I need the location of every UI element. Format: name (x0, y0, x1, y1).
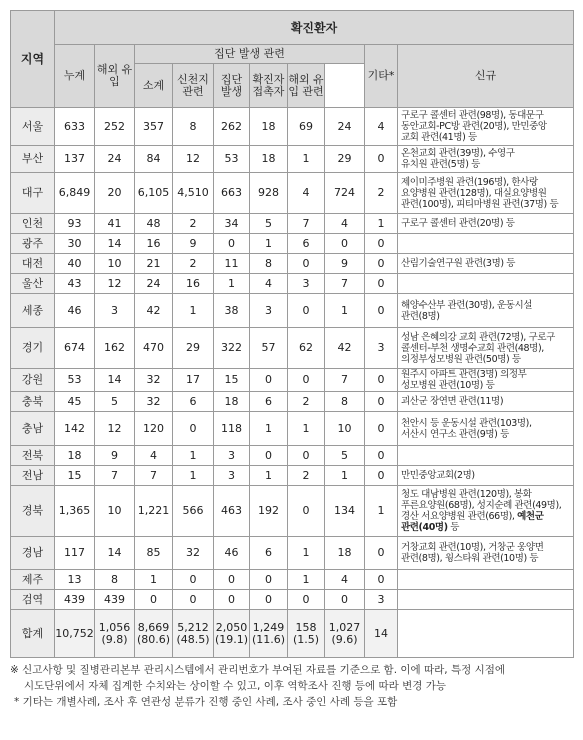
region-cell: 경북 (11, 486, 55, 537)
other-cell: 18 (325, 537, 365, 570)
total-cell: 45 (55, 392, 95, 412)
total-cell: 137 (55, 146, 95, 173)
shincheonji-cell: 0 (173, 590, 214, 610)
region-cell: 서울 (11, 108, 55, 146)
totals-group-cell (214, 610, 250, 658)
contact-cell: 3 (250, 294, 288, 328)
subtotal-cell: 120 (135, 412, 173, 446)
subtotal-cell: 4 (135, 446, 173, 466)
region-cell: 대구 (11, 173, 55, 214)
region-cell: 대전 (11, 254, 55, 274)
subtotal-cell: 1 (135, 570, 173, 590)
other-cell: 9 (325, 254, 365, 274)
table-row (11, 570, 574, 590)
cases-cell (398, 412, 574, 446)
totals-cluster-overseas-cell (288, 610, 325, 658)
region-cell: 전북 (11, 446, 55, 466)
cases-cell (398, 274, 574, 294)
overseas-cell: 14 (95, 369, 135, 392)
shincheonji-cell: 8 (173, 108, 214, 146)
header-other: 기타* (365, 45, 398, 108)
header-cluster: 집단 발생 관련 (135, 45, 365, 64)
case-line: 구로구 콜센터 관련(20명) 등 (401, 218, 515, 229)
case-line: 원주시 아파트 관련(3명) 의정부 (401, 369, 527, 380)
group-cell: 18 (214, 392, 250, 412)
contact-cell: 57 (250, 328, 288, 369)
table-body (11, 108, 574, 658)
case-line: 청도 대남병원 관련(120명), 봉화 (401, 489, 532, 500)
new-cell: 0 (365, 369, 398, 392)
group-cell: 0 (214, 570, 250, 590)
region-cell: 광주 (11, 234, 55, 254)
region-cell: 전남 (11, 466, 55, 486)
table-row (11, 446, 574, 466)
cluster-overseas-cell: 0 (288, 369, 325, 392)
cases-cell (398, 214, 574, 234)
cluster-overseas-cell: 0 (288, 446, 325, 466)
overseas-cell: 8 (95, 570, 135, 590)
case-line: 관련(100명), 피티마병원 관련(37명) 등 (401, 198, 559, 210)
case-line: 관련(40명) 등 (401, 522, 460, 533)
region-cell: 세종 (11, 294, 55, 328)
new-cell: 0 (365, 392, 398, 412)
table-row (11, 274, 574, 294)
region-cell: 검역 (11, 590, 55, 610)
totals-shincheonji-cell (173, 610, 214, 658)
new-cell: 0 (365, 537, 398, 570)
group-cell: 34 (214, 214, 250, 234)
group-cell: 322 (214, 328, 250, 369)
cases-cell (398, 369, 574, 392)
totals-value: 1,027 (328, 620, 361, 634)
other-cell: 1 (325, 294, 365, 328)
cases-cell (398, 294, 574, 328)
total-cell: 1,365 (55, 486, 95, 537)
case-line: 관련(8명) (401, 310, 440, 322)
cluster-overseas-cell: 0 (288, 590, 325, 610)
total-cell: 18 (55, 446, 95, 466)
case-line: 성모병원 관련(10명) 등 (401, 380, 495, 391)
cases-cell (398, 108, 574, 146)
new-cell: 0 (365, 234, 398, 254)
shincheonji-cell: 2 (173, 214, 214, 234)
subtotal-cell: 470 (135, 328, 173, 369)
shincheonji-cell: 0 (173, 412, 214, 446)
table-row (11, 590, 574, 610)
contact-cell: 928 (250, 173, 288, 214)
totals-region-cell: 합계 (11, 610, 55, 658)
shincheonji-cell: 0 (173, 570, 214, 590)
new-cell: 4 (365, 108, 398, 146)
new-cell: 0 (365, 274, 398, 294)
cluster-overseas-cell: 1 (288, 537, 325, 570)
contact-cell: 4 (250, 274, 288, 294)
cluster-overseas-cell: 3 (288, 274, 325, 294)
overseas-cell: 439 (95, 590, 135, 610)
table-row (11, 392, 574, 412)
totals-value: 5,212 (177, 620, 209, 634)
totals-overseas-cell (95, 610, 135, 658)
other-cell: 42 (325, 328, 365, 369)
new-cell: 0 (365, 412, 398, 446)
contact-cell: 0 (250, 446, 288, 466)
totals-value: 10,752 (55, 626, 94, 640)
footnotes (10, 662, 575, 710)
contact-cell: 18 (250, 146, 288, 173)
table-row (11, 328, 574, 369)
case-line: 구로구 콜센터 관련(98명), 동대문구 (401, 110, 544, 121)
totals-other-cell (325, 610, 365, 658)
overseas-cell: 162 (95, 328, 135, 369)
region-cell: 충남 (11, 412, 55, 446)
confirmed-cases-table-container (10, 10, 573, 658)
subtotal-cell: 16 (135, 234, 173, 254)
case-line: 제이미주병원 관련(196명), 한사랑 (401, 176, 538, 188)
case-line: 괴산군 장연면 관련(11명) (401, 396, 504, 407)
subtotal-cell: 1,221 (135, 486, 173, 537)
total-cell: 43 (55, 274, 95, 294)
footnote-1: ※ 신고사항 및 질병관리본부 관리시스템에서 관리번호가 부여된 자료를 기준으로 함. 이에 따라, 특정 시점에 (10, 664, 506, 676)
cluster-overseas-cell: 1 (288, 412, 325, 446)
totals-percent: (80.6) (136, 632, 171, 646)
overseas-cell: 252 (95, 108, 135, 146)
header-cluster-overseas: 해외 유입 관련 (288, 64, 325, 108)
other-cell: 1 (325, 466, 365, 486)
group-cell: 0 (214, 590, 250, 610)
totals-percent: (9.8) (101, 632, 128, 646)
case-line: 서산시 연구소 관련(9명) 등 (401, 428, 509, 440)
table-row (11, 537, 574, 570)
totals-subtotal-cell (135, 610, 173, 658)
shincheonji-cell: 12 (173, 146, 214, 173)
shincheonji-cell: 6 (173, 392, 214, 412)
other-cell: 7 (325, 369, 365, 392)
totals-value: 158 (295, 620, 317, 634)
table-row (11, 146, 574, 173)
shincheonji-cell: 9 (173, 234, 214, 254)
total-cell: 117 (55, 537, 95, 570)
totals-contact-cell (250, 610, 288, 658)
table-row (11, 254, 574, 274)
total-cell: 633 (55, 108, 95, 146)
group-cell: 38 (214, 294, 250, 328)
case-line: 푸른요양원(68명), 성지순례 관련(49명), (401, 500, 562, 511)
new-cell: 0 (365, 254, 398, 274)
subtotal-cell: 7 (135, 466, 173, 486)
contact-cell: 6 (250, 392, 288, 412)
group-cell: 118 (214, 412, 250, 446)
confirmed-cases-table (10, 10, 574, 658)
region-cell: 부산 (11, 146, 55, 173)
group-cell: 46 (214, 537, 250, 570)
header-group: 집단 발생 (214, 64, 250, 108)
case-line: 거창교회 관련(10명), 거창군 웅양면 (401, 542, 544, 553)
shincheonji-cell: 1 (173, 466, 214, 486)
region-cell: 울산 (11, 274, 55, 294)
region-cell: 강원 (11, 369, 55, 392)
shincheonji-cell: 2 (173, 254, 214, 274)
region-cell: 인천 (11, 214, 55, 234)
cases-cell (398, 486, 574, 537)
other-cell: 0 (325, 590, 365, 610)
header-total: 누계 (55, 45, 95, 108)
cases-cell (398, 146, 574, 173)
case-line: 산림기술연구원 관련(3명) 등 (401, 258, 516, 269)
totals-percent: (19.1) (214, 632, 249, 646)
cluster-overseas-cell: 69 (288, 108, 325, 146)
total-cell: 46 (55, 294, 95, 328)
subtotal-cell: 6,105 (135, 173, 173, 214)
new-cell: 3 (365, 328, 398, 369)
table-row (11, 214, 574, 234)
totals-value: 1,249 (252, 620, 285, 634)
group-cell: 15 (214, 369, 250, 392)
case-line: 유치원 관련(5명) 등 (401, 159, 480, 170)
contact-cell: 1 (250, 466, 288, 486)
other-cell: 24 (325, 108, 365, 146)
overseas-cell: 9 (95, 446, 135, 466)
cluster-overseas-cell: 0 (288, 294, 325, 328)
totals-value: 8,669 (137, 620, 170, 634)
contact-cell: 6 (250, 537, 288, 570)
overseas-cell: 7 (95, 466, 135, 486)
case-line: 요양병원 관련(128명), 대실요양병원 (401, 187, 547, 199)
other-cell: 134 (325, 486, 365, 537)
overseas-cell: 5 (95, 392, 135, 412)
case-line: 콜센터-부천 생명수교회 관련(48명), (401, 342, 544, 354)
region-cell: 경남 (11, 537, 55, 570)
group-cell: 3 (214, 446, 250, 466)
total-cell: 93 (55, 214, 95, 234)
totals-cases-cell (398, 610, 574, 658)
subtotal-cell: 21 (135, 254, 173, 274)
region-cell: 제주 (11, 570, 55, 590)
totals-percent: (1.5) (292, 632, 320, 646)
new-cell: 0 (365, 146, 398, 173)
subtotal-cell: 357 (135, 108, 173, 146)
other-cell: 29 (325, 146, 365, 173)
overseas-cell: 12 (95, 412, 135, 446)
case-line: 교회 관련(41명) 등 (401, 132, 477, 143)
shincheonji-cell: 29 (173, 328, 214, 369)
group-cell: 262 (214, 108, 250, 146)
cluster-overseas-cell: 7 (288, 214, 325, 234)
other-cell: 0 (325, 234, 365, 254)
other-cell: 4 (325, 570, 365, 590)
other-cell: 5 (325, 446, 365, 466)
overseas-cell: 10 (95, 486, 135, 537)
other-cell: 4 (325, 214, 365, 234)
shincheonji-cell: 4,510 (173, 173, 214, 214)
totals-percent: (48.5) (176, 632, 210, 646)
new-cell: 0 (365, 466, 398, 486)
contact-cell: 0 (250, 570, 288, 590)
subtotal-cell: 42 (135, 294, 173, 328)
cluster-overseas-cell: 6 (288, 234, 325, 254)
header-confirmed: 확진환자 (55, 11, 574, 45)
shincheonji-cell: 1 (173, 446, 214, 466)
group-cell: 663 (214, 173, 250, 214)
cases-cell (398, 328, 574, 369)
table-row (11, 369, 574, 392)
overseas-cell: 12 (95, 274, 135, 294)
header-new: 신규 (398, 45, 574, 108)
overseas-cell: 10 (95, 254, 135, 274)
subtotal-cell: 32 (135, 392, 173, 412)
contact-cell: 8 (250, 254, 288, 274)
case-line: 관련(8명), 윙스타워 관련(10명) 등 (401, 553, 539, 564)
contact-cell: 192 (250, 486, 288, 537)
total-cell: 439 (55, 590, 95, 610)
subtotal-cell: 32 (135, 369, 173, 392)
overseas-cell: 24 (95, 146, 135, 173)
table-row (11, 173, 574, 214)
cases-cell (398, 590, 574, 610)
group-cell: 463 (214, 486, 250, 537)
other-cell: 7 (325, 274, 365, 294)
total-cell: 53 (55, 369, 95, 392)
shincheonji-cell: 566 (173, 486, 214, 537)
group-cell: 3 (214, 466, 250, 486)
footnote-1-continued: 시도단위에서 자체 집계한 수치와는 상이할 수 있고, 이후 역학조사 진행 등에 따라 변경 가능 (24, 680, 447, 692)
overseas-cell: 3 (95, 294, 135, 328)
header-overseas: 해외 유입 (95, 45, 135, 108)
overseas-cell: 14 (95, 537, 135, 570)
new-cell: 1 (365, 214, 398, 234)
new-cell: 0 (365, 294, 398, 328)
other-cell: 724 (325, 173, 365, 214)
contact-cell: 5 (250, 214, 288, 234)
overseas-cell: 20 (95, 173, 135, 214)
shincheonji-cell: 16 (173, 274, 214, 294)
case-line: 해양수산부 관련(30명), 운동시설 (401, 299, 533, 311)
cluster-overseas-cell: 62 (288, 328, 325, 369)
cases-cell (398, 570, 574, 590)
new-cell: 1 (365, 486, 398, 537)
cases-cell (398, 446, 574, 466)
group-cell: 0 (214, 234, 250, 254)
cases-cell (398, 537, 574, 570)
other-cell: 8 (325, 392, 365, 412)
cases-cell (398, 466, 574, 486)
cluster-overseas-cell: 1 (288, 146, 325, 173)
table-row (11, 108, 574, 146)
totals-percent: (11.6) (251, 632, 286, 646)
footnote-2: * 기타는 개별사례, 조사 후 연관성 분류가 진행 중인 사례, 조사 중인 사례 등을 포함 (14, 696, 398, 708)
shincheonji-cell: 32 (173, 537, 214, 570)
header-shincheonji: 신천지 관련 (173, 64, 214, 108)
new-cell: 2 (365, 173, 398, 214)
new-cell: 0 (365, 570, 398, 590)
case-line: 온천교회 관련(39명), 수영구 (401, 148, 515, 159)
contact-cell: 18 (250, 108, 288, 146)
table-row (11, 486, 574, 537)
overseas-cell: 41 (95, 214, 135, 234)
case-line: 의정부성모병원 관련(50명) 등 (401, 353, 521, 365)
table-row (11, 466, 574, 486)
new-cell: 0 (365, 446, 398, 466)
case-line: 성남 은혜의강 교회 관련(72명), 구로구 (401, 331, 555, 343)
group-cell: 53 (214, 146, 250, 173)
totals-new-cell (365, 610, 398, 658)
subtotal-cell: 0 (135, 590, 173, 610)
table-row (11, 412, 574, 446)
cases-cell (398, 254, 574, 274)
total-cell: 15 (55, 466, 95, 486)
shincheonji-cell: 17 (173, 369, 214, 392)
cluster-overseas-cell: 2 (288, 466, 325, 486)
other-cell: 10 (325, 412, 365, 446)
totals-value: 1,056 (98, 620, 131, 634)
case-line: 천안시 등 운동시설 관련(103명), (401, 417, 532, 429)
case-line: 만민중앙교회(2명) (401, 470, 475, 481)
header-subtotal: 소계 (135, 64, 173, 108)
cases-cell (398, 173, 574, 214)
subtotal-cell: 85 (135, 537, 173, 570)
total-cell: 674 (55, 328, 95, 369)
group-cell: 1 (214, 274, 250, 294)
new-cell: 3 (365, 590, 398, 610)
cluster-overseas-cell: 0 (288, 486, 325, 537)
total-cell: 40 (55, 254, 95, 274)
overseas-cell: 14 (95, 234, 135, 254)
cluster-overseas-cell: 2 (288, 392, 325, 412)
table-row (11, 234, 574, 254)
total-cell: 30 (55, 234, 95, 254)
region-cell: 충북 (11, 392, 55, 412)
total-cell: 142 (55, 412, 95, 446)
cluster-overseas-cell: 0 (288, 254, 325, 274)
totals-value: 2,050 (215, 620, 248, 634)
subtotal-cell: 24 (135, 274, 173, 294)
subtotal-cell: 48 (135, 214, 173, 234)
totals-percent: (9.6) (331, 632, 358, 646)
total-cell: 13 (55, 570, 95, 590)
totals-value: 14 (374, 626, 388, 640)
header-region: 지역 (11, 11, 55, 108)
group-cell: 11 (214, 254, 250, 274)
cluster-overseas-cell: 4 (288, 173, 325, 214)
contact-cell: 1 (250, 412, 288, 446)
case-line: 경산 서요양병원 관련(66명), 예천군 (401, 511, 544, 522)
total-cell: 6,849 (55, 173, 95, 214)
region-cell: 경기 (11, 328, 55, 369)
cases-cell (398, 392, 574, 412)
subtotal-cell: 84 (135, 146, 173, 173)
contact-cell: 0 (250, 369, 288, 392)
contact-cell: 0 (250, 590, 288, 610)
totals-total-cell (55, 610, 95, 658)
shincheonji-cell: 1 (173, 294, 214, 328)
header-contact: 확진자 접촉자 (250, 64, 288, 108)
totals-row (11, 610, 574, 658)
case-line: 동안교회-PC방 관련(20명), 만민중앙 (401, 121, 547, 132)
cases-cell (398, 234, 574, 254)
cluster-overseas-cell: 1 (288, 570, 325, 590)
table-row (11, 294, 574, 328)
contact-cell: 1 (250, 234, 288, 254)
